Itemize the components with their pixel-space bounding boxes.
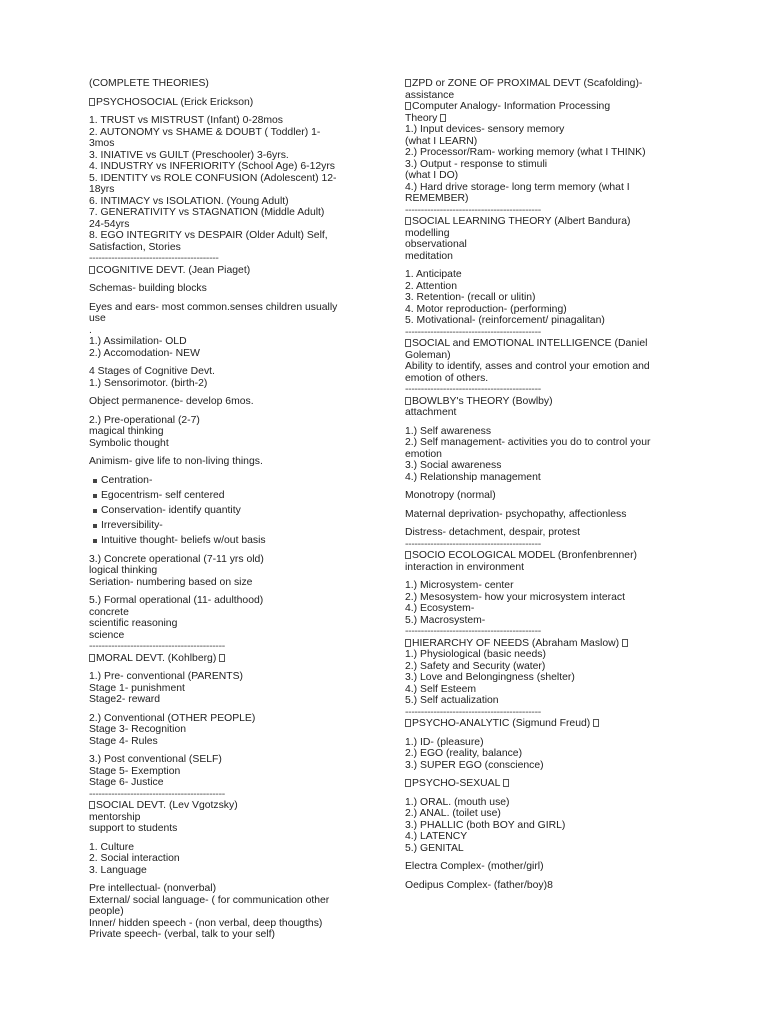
text-line bbox=[89, 694, 371, 706]
text-line bbox=[89, 736, 371, 748]
line-text: 3. Language bbox=[89, 864, 147, 876]
line-text: Ability to identify, asses and control your emotion and bbox=[405, 361, 650, 372]
text-line bbox=[89, 607, 371, 619]
line-text: BOWLBY's THEORY (Bowlby) bbox=[412, 395, 553, 407]
line-text: 1. Culture bbox=[89, 841, 135, 853]
text-line bbox=[89, 683, 371, 695]
text-line bbox=[89, 325, 371, 337]
line-text: 1.) Assimilation- OLD bbox=[89, 336, 187, 347]
text-line bbox=[89, 283, 371, 295]
line-text: 4.) LATENCY bbox=[405, 831, 468, 842]
bullet-item: Centration- bbox=[93, 475, 371, 487]
line-text: 4.) Ecosystem- bbox=[405, 603, 475, 614]
section-heading bbox=[405, 78, 687, 90]
text-line bbox=[89, 456, 371, 468]
missing-glyph-icon bbox=[405, 217, 411, 225]
text-line bbox=[405, 509, 687, 521]
line-text: PSYCHOSOCIAL (Erick Erickson) bbox=[96, 96, 254, 108]
spacer bbox=[89, 588, 371, 595]
line-text: COGNITIVE DEVT. (Jean Piaget) bbox=[96, 264, 251, 276]
text-line bbox=[405, 592, 687, 604]
text-line bbox=[89, 438, 371, 450]
text-line bbox=[89, 138, 371, 150]
text-line bbox=[405, 449, 687, 461]
text-line bbox=[405, 373, 687, 385]
bullet-item: Egocentrism- self centered bbox=[93, 490, 371, 502]
line-text: science bbox=[89, 629, 125, 641]
line-text: 2.) Conventional (OTHER PEOPLE) bbox=[89, 712, 256, 724]
spacer bbox=[405, 520, 687, 527]
line-text: 3.) Love and Belongingness (shelter) bbox=[405, 672, 575, 683]
spacer bbox=[405, 771, 687, 778]
text-line bbox=[405, 695, 687, 707]
text-line bbox=[405, 239, 687, 251]
missing-glyph-icon bbox=[89, 654, 95, 662]
line-text: 1.) ORAL. (mouth use) bbox=[405, 796, 510, 808]
text-line bbox=[405, 797, 687, 809]
line-text: Private speech- (verbal, talk to your self) bbox=[89, 929, 275, 941]
spacer bbox=[89, 389, 371, 396]
line-text: 6. INTIMACY vs ISOLATION. (Young Adult) bbox=[89, 195, 289, 207]
line-text: 5.) Formal operational (11- adulthood) bbox=[89, 595, 264, 607]
text-line bbox=[405, 843, 687, 855]
spacer bbox=[89, 276, 371, 283]
line-text: 4.) Hard drive storage- long term memory (what I bbox=[405, 181, 630, 193]
text-line bbox=[405, 808, 687, 820]
line-text: HIERARCHY OF NEEDS (Abraham Maslow) bbox=[412, 637, 620, 649]
text-line bbox=[405, 90, 687, 102]
text-line bbox=[405, 136, 687, 148]
text-line bbox=[89, 865, 371, 877]
line-text: PSYCHO-ANALYTIC (Sigmund Freud) bbox=[412, 718, 591, 729]
text-line bbox=[89, 618, 371, 630]
line-text: 5.) Macrosystem- bbox=[405, 614, 486, 626]
text-line bbox=[405, 437, 687, 449]
spacer bbox=[89, 664, 371, 671]
line-text: PSYCHO-SEXUAL bbox=[412, 778, 500, 789]
section-divider: ------------------------------------------- bbox=[405, 326, 541, 338]
text-line bbox=[89, 918, 371, 930]
text-line bbox=[405, 880, 687, 892]
missing-glyph-icon bbox=[440, 114, 446, 122]
text-line bbox=[405, 737, 687, 749]
missing-glyph-icon bbox=[219, 654, 225, 662]
section-divider: ----------------------------------------- bbox=[89, 253, 219, 264]
text-line bbox=[405, 460, 687, 472]
line-text: scientific reasoning bbox=[89, 618, 178, 630]
line-text: Stage2- reward bbox=[89, 694, 161, 706]
line-text: Satisfaction, Stories bbox=[89, 241, 181, 253]
spacer bbox=[89, 449, 371, 456]
text-line bbox=[89, 219, 371, 231]
left-column bbox=[89, 78, 371, 941]
line-text: 4. Motor reproduction- (performing) bbox=[405, 303, 567, 315]
line-text: SOCIAL and EMOTIONAL INTELLIGENCE (Daniel bbox=[412, 338, 648, 349]
text-line bbox=[89, 883, 371, 895]
spacer bbox=[89, 876, 371, 883]
text-line bbox=[89, 242, 371, 254]
line-text: logical thinking bbox=[89, 565, 158, 577]
spacer bbox=[89, 408, 371, 415]
text-line bbox=[89, 565, 371, 577]
text-line bbox=[405, 292, 687, 304]
line-text: Inner/ hidden speech - (non verbal, deep thougths) bbox=[89, 917, 323, 929]
section-heading bbox=[405, 101, 687, 113]
line-text: Schemas- building blocks bbox=[89, 283, 207, 294]
line-text: Eyes and ears- most common.senses children usually bbox=[89, 301, 338, 313]
line-text: magical thinking bbox=[89, 426, 164, 437]
line-text: 3. Retention- (recall or ulitin) bbox=[405, 292, 536, 303]
text-line bbox=[405, 281, 687, 293]
section-heading bbox=[89, 800, 371, 812]
section-divider: ------------------------------------------- bbox=[405, 204, 541, 216]
text-line bbox=[405, 426, 687, 438]
text-line bbox=[405, 361, 687, 373]
text-line bbox=[89, 812, 371, 824]
line-text: . bbox=[89, 324, 92, 336]
line-text: 3.) Post conventional (SELF) bbox=[89, 754, 222, 766]
line-text: 3.) Output - response to stimuli bbox=[405, 158, 548, 170]
text-line bbox=[405, 778, 687, 790]
line-text: 2. AUTONOMY vs SHAME & DOUBT ( Toddler) 1- bbox=[89, 126, 321, 138]
text-line bbox=[405, 615, 687, 627]
line-text: Oedipus Complex- (father/boy)8 bbox=[405, 879, 553, 891]
text-line bbox=[405, 760, 687, 772]
line-text: mentorship bbox=[89, 811, 141, 823]
section-heading bbox=[405, 216, 687, 228]
line-text: ZPD or ZONE OF PROXIMAL DEVT (Scafolding)- bbox=[412, 78, 643, 89]
line-text: observational bbox=[405, 239, 467, 250]
text-line bbox=[89, 853, 371, 865]
text-line bbox=[405, 170, 687, 182]
line-text: (what I DO) bbox=[405, 170, 459, 181]
missing-glyph-icon bbox=[622, 639, 628, 647]
spacer bbox=[89, 747, 371, 754]
spacer bbox=[89, 835, 371, 842]
section-divider: ------------------------------------------- bbox=[405, 538, 541, 550]
line-text: Stage 6- Justice bbox=[89, 777, 164, 789]
text-line bbox=[89, 173, 371, 185]
line-text: attachment bbox=[405, 407, 457, 418]
line-text: concrete bbox=[89, 606, 129, 618]
text-line bbox=[405, 113, 687, 125]
text-line bbox=[89, 724, 371, 736]
line-text: 1.) ID- (pleasure) bbox=[405, 736, 484, 748]
section-divider: ------------------------------------------- bbox=[89, 788, 225, 800]
text-line bbox=[89, 577, 371, 589]
text-line bbox=[405, 684, 687, 696]
bullet-item: Intuitive thought- beliefs w/out basis bbox=[93, 535, 371, 547]
missing-glyph-icon bbox=[405, 639, 411, 647]
text-line bbox=[405, 228, 687, 240]
missing-glyph-icon bbox=[89, 98, 95, 106]
spacer bbox=[89, 295, 371, 302]
line-text: Stage 3- Recognition bbox=[89, 724, 187, 736]
text-line bbox=[405, 638, 687, 650]
spacer bbox=[89, 90, 371, 97]
line-text: Stage 5- Exemption bbox=[89, 765, 181, 777]
line-text: Pre intellectual- (nonverbal) bbox=[89, 883, 217, 895]
text-line bbox=[89, 78, 371, 90]
line-text: SOCIAL LEARNING THEORY (Albert Bandura) bbox=[412, 216, 631, 227]
text-line bbox=[405, 603, 687, 615]
text-line bbox=[405, 472, 687, 484]
line-text: Seriation- numbering based on size bbox=[89, 576, 253, 588]
line-text: Symbolic thought bbox=[89, 437, 169, 449]
text-line bbox=[89, 313, 371, 325]
line-text: 3.) Concrete operational (7-11 yrs old) bbox=[89, 553, 264, 565]
line-text: interaction in environment bbox=[405, 561, 524, 573]
spacer bbox=[405, 573, 687, 580]
text-line bbox=[89, 554, 371, 566]
text-line bbox=[89, 713, 371, 725]
text-line bbox=[89, 929, 371, 941]
section-divider: ------------------------------------------- bbox=[89, 641, 225, 653]
missing-glyph-icon bbox=[405, 397, 411, 405]
text-line bbox=[89, 671, 371, 683]
line-text: 1.) Physiological (basic needs) bbox=[405, 649, 546, 660]
text-line bbox=[89, 906, 371, 918]
line-text: 2.) Mesosystem- how your microsystem interact bbox=[405, 591, 625, 603]
text-line bbox=[89, 630, 371, 642]
text-line bbox=[89, 777, 371, 789]
spacer bbox=[89, 108, 371, 115]
line-text: 18yrs bbox=[89, 184, 115, 195]
line-text: 4.) Relationship management bbox=[405, 471, 541, 483]
text-line bbox=[405, 748, 687, 760]
text-line bbox=[405, 649, 687, 661]
line-text: 2.) Accomodation- NEW bbox=[89, 347, 200, 359]
line-text: 5. IDENTITY vs ROLE CONFUSION (Adolescent) 12- bbox=[89, 172, 337, 184]
text-line bbox=[89, 595, 371, 607]
line-text: REMEMBER) bbox=[405, 193, 469, 204]
line-text: meditation bbox=[405, 250, 453, 262]
bullet-item: Irreversibility- bbox=[93, 520, 371, 532]
line-text: 2.) Safety and Security (water) bbox=[405, 660, 546, 672]
text-line bbox=[89, 842, 371, 854]
bullet-item: Conservation- identify quantity bbox=[93, 505, 371, 517]
line-text: emotion bbox=[405, 448, 442, 460]
section-heading bbox=[89, 265, 371, 277]
line-text: 1.) Sensorimotor. (birth-2) bbox=[89, 377, 208, 389]
text-line bbox=[405, 672, 687, 684]
line-text: 2.) Processor/Ram- working memory (what I THINK) bbox=[405, 147, 646, 158]
line-text: modelling bbox=[405, 227, 450, 239]
section-divider: ------------------------------------------- bbox=[405, 626, 541, 637]
line-text: Distress- detachment, despair, protest bbox=[405, 527, 580, 538]
text-line bbox=[89, 127, 371, 139]
spacer bbox=[405, 873, 687, 880]
line-text: people) bbox=[89, 906, 124, 918]
line-text: 1.) Self awareness bbox=[405, 425, 492, 437]
spacer bbox=[405, 262, 687, 269]
missing-glyph-icon bbox=[405, 79, 411, 87]
line-text: 1. TRUST vs MISTRUST (Infant) 0-28mos bbox=[89, 115, 284, 126]
spacer bbox=[405, 790, 687, 797]
line-text: 2.) EGO (reality, balance) bbox=[405, 748, 523, 759]
text-line bbox=[89, 348, 371, 360]
line-text: Stage 4- Rules bbox=[89, 735, 158, 747]
text-line bbox=[405, 315, 687, 327]
text-line bbox=[89, 115, 371, 127]
line-text: 3. INIATIVE vs GUILT (Preschooler) 3-6yrs. bbox=[89, 149, 289, 161]
spacer bbox=[89, 706, 371, 713]
section-heading bbox=[405, 338, 687, 350]
line-text: 4.) Self Esteem bbox=[405, 683, 477, 695]
line-text: Theory bbox=[405, 112, 438, 124]
line-text: Computer Analogy- Information Processing bbox=[412, 101, 611, 112]
text-line bbox=[405, 527, 687, 539]
line-text: 1.) Pre- conventional (PARENTS) bbox=[89, 671, 243, 683]
text-line bbox=[89, 823, 371, 835]
text-line bbox=[89, 754, 371, 766]
text-line bbox=[89, 426, 371, 438]
text-line bbox=[405, 831, 687, 843]
text-line bbox=[405, 661, 687, 673]
section-heading bbox=[405, 550, 687, 562]
missing-glyph-icon bbox=[593, 719, 599, 727]
text-line bbox=[89, 150, 371, 162]
text-line bbox=[405, 251, 687, 263]
line-text: 24-54yrs bbox=[89, 218, 130, 230]
missing-glyph-icon bbox=[503, 779, 509, 787]
section-divider: ------------------------------------------- bbox=[405, 706, 541, 718]
text-line bbox=[89, 653, 371, 665]
spacer bbox=[405, 730, 687, 737]
text-line bbox=[405, 193, 687, 205]
text-line bbox=[89, 415, 371, 427]
line-text: 1.) Microsystem- center bbox=[405, 580, 514, 591]
text-line bbox=[89, 766, 371, 778]
line-text: 2. Attention bbox=[405, 280, 457, 292]
line-text: Stage 1- punishment bbox=[89, 682, 185, 694]
line-text: emotion of others. bbox=[405, 372, 489, 384]
line-text: support to students bbox=[89, 823, 178, 835]
line-text: 3.) PHALLIC (both BOY and GIRL) bbox=[405, 819, 566, 831]
line-text: 4. INDUSTRY vs INFERIORITY (School Age) 6-12yrs bbox=[89, 161, 335, 172]
text-line bbox=[89, 302, 371, 314]
right-column bbox=[405, 78, 687, 891]
line-text: 5.) Self actualization bbox=[405, 695, 499, 706]
missing-glyph-icon bbox=[89, 801, 95, 809]
text-line bbox=[405, 159, 687, 171]
missing-glyph-icon bbox=[405, 339, 411, 347]
line-text: Animism- give life to non-living things. bbox=[89, 456, 263, 467]
line-text: Monotropy (normal) bbox=[405, 490, 496, 501]
line-text: 1.) Input devices- sensory memory bbox=[405, 124, 565, 135]
line-text: MORAL DEVT. (Kohlberg) bbox=[96, 652, 217, 664]
text-line bbox=[405, 861, 687, 873]
text-line bbox=[405, 350, 687, 362]
line-text: (what I LEARN) bbox=[405, 135, 478, 147]
text-line bbox=[405, 562, 687, 574]
text-line bbox=[89, 396, 371, 408]
line-text: assistance bbox=[405, 89, 455, 101]
line-text: 2.) Pre-operational (2-7) bbox=[89, 414, 200, 426]
line-text: Goleman) bbox=[405, 349, 451, 361]
text-line bbox=[405, 820, 687, 832]
line-text: Electra Complex- (mother/girl) bbox=[405, 861, 544, 872]
spacer bbox=[89, 359, 371, 366]
line-text: 2.) Self management- activities you do to control your bbox=[405, 437, 651, 448]
text-line bbox=[89, 196, 371, 208]
text-line bbox=[405, 147, 687, 159]
line-text: 3mos bbox=[89, 138, 115, 149]
spacer bbox=[405, 419, 687, 426]
spacer bbox=[405, 483, 687, 490]
section-divider: ------------------------------------------- bbox=[405, 384, 541, 395]
line-text: SOCIO ECOLOGICAL MODEL (Bronfenbrenner) bbox=[412, 550, 638, 561]
line-text: 3.) SUPER EGO (conscience) bbox=[405, 759, 544, 771]
line-text: 7. GENERATIVITY vs STAGNATION (Middle Adult) bbox=[89, 207, 325, 218]
line-text: SOCIAL DEVT. (Lev Vgotzsky) bbox=[96, 800, 238, 812]
bullet-list bbox=[89, 475, 371, 547]
line-text: 3.) Social awareness bbox=[405, 460, 502, 471]
text-line bbox=[89, 184, 371, 196]
text-line bbox=[89, 207, 371, 219]
line-text: 2. Social interaction bbox=[89, 853, 180, 865]
line-text: Maternal deprivation- psychopathy, affectionless bbox=[405, 508, 627, 520]
line-text: Object permanence- develop 6mos. bbox=[89, 396, 254, 407]
section-heading bbox=[89, 97, 371, 109]
missing-glyph-icon bbox=[405, 102, 411, 110]
text-line bbox=[89, 366, 371, 378]
missing-glyph-icon bbox=[405, 551, 411, 559]
text-line bbox=[405, 269, 687, 281]
spacer bbox=[405, 854, 687, 861]
text-line bbox=[405, 718, 687, 730]
line-text: External/ social language- ( for communication other bbox=[89, 894, 330, 906]
text-line bbox=[89, 336, 371, 348]
line-text: 2.) ANAL. (toilet use) bbox=[405, 808, 501, 819]
missing-glyph-icon bbox=[405, 779, 411, 787]
line-text: 5.) GENITAL bbox=[405, 842, 464, 854]
text-line bbox=[405, 490, 687, 502]
line-text: 8. EGO INTEGRITY vs DESPAIR (Older Adult) Self, bbox=[89, 230, 328, 241]
text-line bbox=[405, 407, 687, 419]
text-line bbox=[405, 580, 687, 592]
text-line bbox=[405, 182, 687, 194]
line-text: 5. Motivational- (reinforcement/ pinagalitan) bbox=[405, 315, 605, 326]
section-heading bbox=[405, 396, 687, 408]
line-text: 1. Anticipate bbox=[405, 269, 462, 280]
line-text: 4 Stages of Cognitive Devt. bbox=[89, 366, 215, 377]
spacer bbox=[405, 502, 687, 509]
missing-glyph-icon bbox=[89, 266, 95, 274]
text-line bbox=[89, 230, 371, 242]
missing-glyph-icon bbox=[405, 719, 411, 727]
text-line bbox=[89, 161, 371, 173]
line-text: (COMPLETE THEORIES) bbox=[89, 78, 209, 89]
text-line bbox=[405, 304, 687, 316]
text-line bbox=[405, 124, 687, 136]
line-text: use bbox=[89, 313, 106, 324]
spacer bbox=[89, 468, 371, 475]
text-line bbox=[89, 378, 371, 390]
text-line bbox=[89, 895, 371, 907]
